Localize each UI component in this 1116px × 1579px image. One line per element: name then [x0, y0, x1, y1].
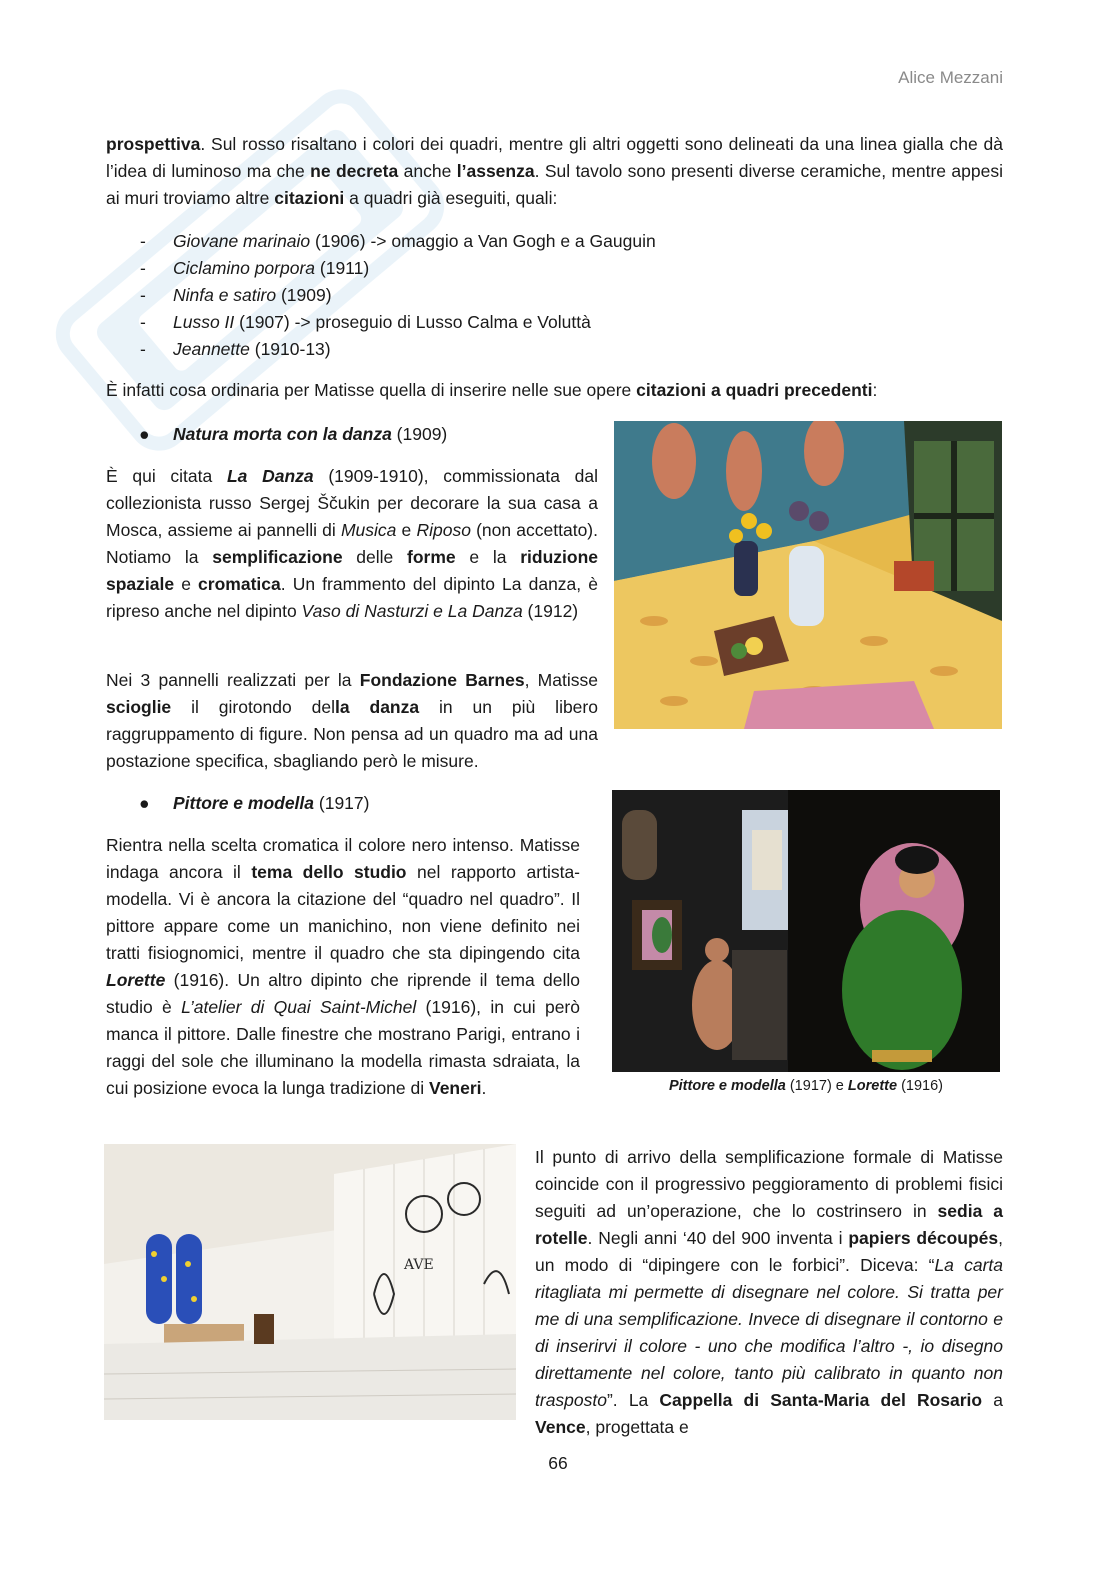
- list-item: - Jeannette (1910-13): [106, 336, 656, 363]
- painting-natura-morta-image: [614, 421, 1002, 729]
- svg-text:AVE: AVE: [404, 1257, 434, 1273]
- painting-pittore-modella-image: [612, 790, 1000, 1072]
- list-item: - Giovane marinaio (1906) -> omaggio a Van Gogh e a Gauguin: [106, 228, 656, 255]
- bullet-dot-icon: ●: [139, 793, 150, 813]
- barnes-paragraph: Nei 3 pannelli realizzati per la Fondazione Barnes, Matisse scioglie il girotondo della danza in un più libero raggruppamento di figure. Non pensa ad un quadro ma ad una postazione specifica, sbagliando però le misure.: [106, 670, 598, 771]
- final-paragraph: Il punto di arrivo della semplificazione formale di Matisse coincide con il progressivo peggioramento di problemi fisici seguiti ad un’operazione, che lo costrinsero in sedia a rotelle. Negli anni ‘40 del 900 inventa i papiers découpés, un modo di “dipingere con le forbici”. Diceva: “La carta ritagliata mi permette di disegnare nel colore. Si tratta per me di una semplificazione. Invece di disegnare il contorno e di inserirvi il colore - uno che modifica l’altro -, io disegno direttamente nel colore, tanto più calibrato in quanto non trasposto”. La Cappella di Santa-Maria del Rosario a Vence, progettata e: [535, 1147, 1003, 1437]
- list-item: - Lusso II (1907) -> proseguio di Lusso Calma e Voluttà: [106, 309, 656, 336]
- image-caption: Pittore e modella (1917) e Lorette (1916): [668, 1078, 944, 1094]
- citations-sentence: È infatti cosa ordinaria per Matisse quella di inserire nelle sue opere citazioni a quadri precedenti:: [106, 380, 878, 400]
- page-number: 66: [548, 1453, 568, 1473]
- bullet-dot-icon: ●: [139, 424, 150, 444]
- list-item: - Ninfa e satiro (1909): [106, 282, 656, 309]
- author-name: Alice Mezzani: [898, 68, 1003, 87]
- intro-paragraph: prospettiva. Sul rosso risaltano i colori dei quadri, mentre gli altri oggetti sono delineati da una linea gialla che dà l’idea di luminoso ma che ne decreta anche l’assenza. Sul tavolo sono presenti diverse ceramiche, mentre appesi ai muri troviamo altre citazioni a quadri già eseguiti, quali:: [106, 134, 1003, 208]
- list-item: - Ciclamino porpora (1911): [106, 255, 656, 282]
- citations-list: [106, 228, 656, 363]
- chapel-vence-photo: [104, 1144, 516, 1420]
- natura-paragraph: È qui citata La Danza (1909-1910), commissionata dal collezionista russo Sergej Ščukin per decorare la sua casa a Mosca, assieme ai pannelli di Musica e Riposo (non accettato). Notiamo la semplificazione delle forme e la riduzione spaziale e cromatica. Un frammento del dipinto La danza, è ripreso anche nel dipinto Vaso di Nasturzi e La Danza (1912): [106, 466, 598, 621]
- pittore-paragraph: Rientra nella scelta cromatica il colore nero intenso. Matisse indaga ancora il tema dello studio nel rapporto artista-modella. Vi è ancora la citazione del “quadro nel quadro”. Il pittore appare come un manichino, non viene definito nei tratti fisiognomici, mentre il quadro che sta dipingendo cita Lorette (1916). Un altro dipinto che riprende il tema dello studio è L’atelier di Quai Saint-Michel (1916), in cui però manca il pittore. Dalle finestre che mostrano Parigi, entrano i raggi del sole che illuminano la modella rimasta sdraiata, la cui posizione evoca la lunga tradizione di Veneri.: [106, 835, 581, 1098]
